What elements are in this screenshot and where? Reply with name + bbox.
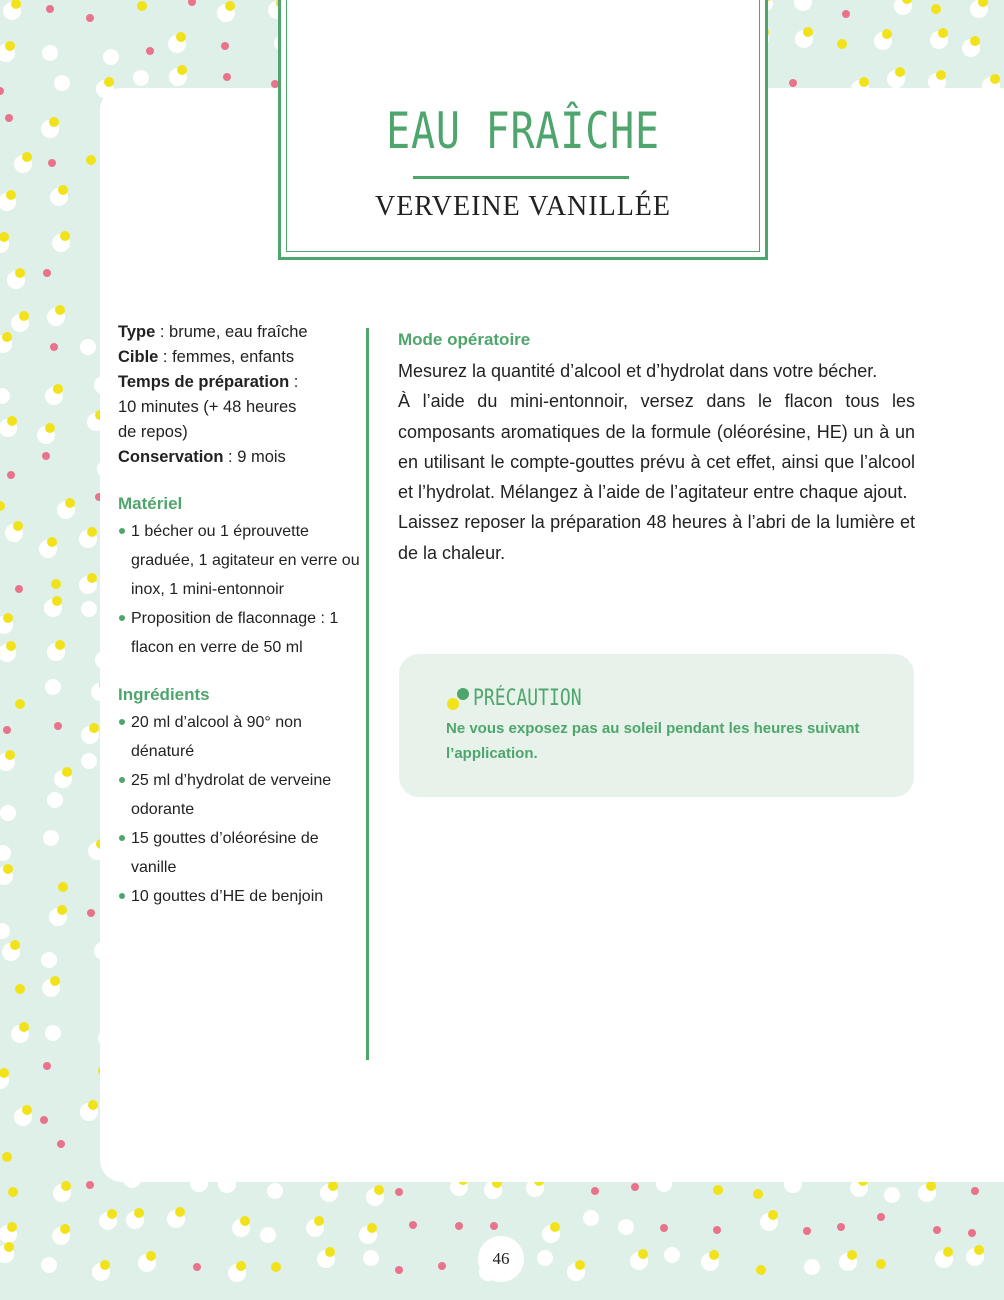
background-dot xyxy=(0,41,15,62)
background-dot xyxy=(41,117,59,138)
list-item: 25 ml d’hydrolat de verveine odorante xyxy=(118,766,363,824)
list-item: 1 bécher ou 1 éprouvette graduée, 1 agitateur en verre ou inox, 1 mini-entonnoir xyxy=(118,517,363,604)
background-dot xyxy=(41,1257,57,1273)
ingredients-list xyxy=(118,708,363,911)
background-dot xyxy=(126,1208,144,1229)
background-dot xyxy=(45,384,63,405)
background-dot xyxy=(366,1185,384,1206)
background-dot xyxy=(232,1216,250,1237)
background-dot xyxy=(80,1100,98,1121)
background-dot xyxy=(57,498,75,519)
background-dot xyxy=(583,1210,599,1226)
background-dot xyxy=(630,1249,648,1270)
background-dot xyxy=(40,1116,48,1124)
background-dot xyxy=(79,527,97,548)
instruction-paragraph: À l’aide du mini-entonnoir, versez dans le flacon tous les composants aromatiques de la formule (oléorésine, HE) un à un en utilisant le compte-gouttes prévu à cet effet, ainsi que l’alcool et l’hydrolat. Mélangez à l’aide de l’agitateur entre chaque ajout. xyxy=(398,391,915,503)
background-dot xyxy=(455,1222,463,1230)
background-dot xyxy=(15,585,23,593)
background-dot xyxy=(2,940,20,961)
background-dot xyxy=(37,423,55,444)
background-dot xyxy=(794,0,812,11)
background-dot xyxy=(47,305,65,326)
background-dot xyxy=(47,792,63,808)
background-dot xyxy=(3,0,21,20)
background-dot xyxy=(537,1250,553,1266)
background-dot xyxy=(260,1227,276,1243)
background-dot xyxy=(0,501,5,511)
background-dot xyxy=(41,952,57,968)
background-dot xyxy=(193,1263,201,1271)
list-item: 20 ml d’alcool à 90° non dénaturé xyxy=(118,708,363,766)
background-dot xyxy=(43,269,51,277)
background-dot xyxy=(971,1187,979,1195)
background-dot xyxy=(0,805,16,821)
background-dot xyxy=(753,1189,763,1199)
background-dot xyxy=(306,1216,324,1237)
background-dot xyxy=(0,923,10,939)
info-block xyxy=(118,320,363,470)
background-dot xyxy=(884,1187,900,1203)
background-dot xyxy=(138,1251,156,1272)
background-dot xyxy=(45,679,61,695)
background-dot xyxy=(7,471,15,479)
background-dot xyxy=(43,1062,51,1070)
background-dot xyxy=(877,1213,885,1221)
page-title: EAU FRAÎCHE xyxy=(386,102,660,160)
background-dot xyxy=(409,1221,417,1229)
background-dot xyxy=(0,232,9,253)
background-dot xyxy=(221,42,229,50)
background-dot xyxy=(0,1242,14,1263)
background-dot xyxy=(168,32,186,53)
mode-heading: Mode opératoire xyxy=(398,330,531,349)
background-dot xyxy=(52,1224,70,1245)
background-dot xyxy=(0,1222,17,1243)
title-divider xyxy=(413,176,629,179)
background-dot xyxy=(618,1219,634,1235)
background-dot xyxy=(930,28,948,49)
ingredients-heading: Ingrédients xyxy=(118,685,210,704)
background-dot xyxy=(320,1181,338,1202)
background-dot xyxy=(837,1223,845,1231)
background-dot xyxy=(664,1247,680,1263)
recipe-subtitle: VERVEINE VANILLÉE xyxy=(374,191,671,222)
background-dot xyxy=(99,1209,117,1230)
precaution-text: Ne vous exposez pas au soleil pendant les heures suivant l’application. xyxy=(446,720,860,762)
background-dot xyxy=(591,1187,599,1195)
background-dot xyxy=(86,1181,94,1189)
background-dot xyxy=(42,452,50,460)
dots-icon xyxy=(446,686,472,712)
info-line-type: Type : brume, eau fraîche xyxy=(118,323,308,341)
background-dot xyxy=(54,767,72,788)
materiel-heading: Matériel xyxy=(118,494,183,513)
background-dot xyxy=(271,1262,281,1272)
background-dot xyxy=(894,0,912,15)
background-dot xyxy=(795,27,813,48)
info-line-temps-value-2: de repos) xyxy=(118,423,188,441)
background-dot xyxy=(0,190,16,211)
background-dot xyxy=(48,159,56,167)
background-dot xyxy=(804,1259,820,1275)
background-dot xyxy=(54,722,62,730)
background-dot xyxy=(81,601,97,617)
background-dot xyxy=(935,1247,953,1268)
background-dot xyxy=(0,864,13,885)
column-divider xyxy=(366,328,369,1060)
background-dot xyxy=(713,1226,721,1234)
background-dot xyxy=(874,29,892,50)
info-line-temps-value: 10 minutes (+ 48 heures xyxy=(118,398,297,416)
background-dot xyxy=(887,67,905,88)
background-dot xyxy=(760,1210,778,1231)
background-dot xyxy=(317,1247,335,1268)
background-dot xyxy=(267,1183,283,1199)
background-dot xyxy=(169,65,187,86)
background-dot xyxy=(363,1250,379,1266)
background-dot xyxy=(837,39,847,49)
background-dot xyxy=(79,573,97,594)
background-dot xyxy=(49,905,67,926)
background-dot xyxy=(11,311,29,332)
background-dot xyxy=(45,1025,61,1041)
background-dot xyxy=(51,579,61,589)
background-dot xyxy=(970,0,988,18)
background-dot xyxy=(789,79,797,87)
background-dot xyxy=(918,1181,936,1202)
background-dot xyxy=(86,155,96,165)
background-dot xyxy=(839,1250,857,1271)
background-dot xyxy=(962,36,980,57)
background-dot xyxy=(87,909,95,917)
background-dot xyxy=(223,73,231,81)
background-dot xyxy=(3,726,11,734)
background-dot xyxy=(47,640,65,661)
background-dot xyxy=(81,723,99,744)
background-dot xyxy=(5,521,23,542)
background-dot xyxy=(8,1187,18,1197)
list-item: Proposition de flaconnage : 1 flacon en verre de 50 ml xyxy=(118,604,363,662)
background-dot xyxy=(933,1226,941,1234)
instruction-paragraph: Mesurez la quantité d’alcool et d’hydrolat dans votre bécher. xyxy=(398,361,878,381)
background-dot xyxy=(359,1223,377,1244)
background-dot xyxy=(968,1229,976,1237)
background-dot xyxy=(931,4,941,14)
background-dot xyxy=(137,1,147,11)
materiel-list xyxy=(118,517,363,662)
background-dot xyxy=(567,1260,585,1281)
list-item: 15 gouttes d’oléorésine de vanille xyxy=(118,824,363,882)
background-dot xyxy=(0,416,17,437)
precaution-title: PRÉCAUTION xyxy=(473,686,582,711)
recipe-details-column xyxy=(118,320,363,911)
background-dot xyxy=(701,1250,719,1271)
background-dot xyxy=(46,5,54,13)
background-dot xyxy=(146,47,154,55)
background-dot xyxy=(44,596,62,617)
page-number: 46 xyxy=(478,1236,524,1282)
background-dot xyxy=(50,343,58,351)
background-dot xyxy=(228,1261,246,1282)
background-dot xyxy=(966,1245,984,1266)
title-frame xyxy=(278,0,768,260)
background-dot xyxy=(631,1183,639,1191)
background-dot xyxy=(756,1265,766,1275)
background-dot xyxy=(2,1152,12,1162)
background-dot xyxy=(0,1068,9,1089)
background-dot xyxy=(50,185,68,206)
background-dot xyxy=(92,1260,110,1281)
background-dot xyxy=(58,882,68,892)
info-line-conservation: Conservation : 9 mois xyxy=(118,448,286,466)
background-dot xyxy=(0,87,4,95)
background-dot xyxy=(14,1105,32,1126)
background-dot xyxy=(103,49,119,65)
instructions-column xyxy=(398,326,915,568)
background-dot xyxy=(0,845,11,861)
background-dot xyxy=(395,1266,403,1274)
background-dot xyxy=(660,1224,668,1232)
background-dot xyxy=(54,75,70,91)
info-line-temps: Temps de préparation : xyxy=(118,373,299,391)
background-dot xyxy=(86,14,94,22)
background-dot xyxy=(7,268,25,289)
background-dot xyxy=(81,753,97,769)
info-line-cible: Cible : femmes, enfants xyxy=(118,348,295,366)
background-dot xyxy=(80,339,96,355)
background-dot xyxy=(713,1185,723,1195)
background-dot xyxy=(57,1140,65,1148)
background-dot xyxy=(0,750,15,771)
background-dot xyxy=(43,830,59,846)
background-dot xyxy=(395,1188,403,1196)
background-dot xyxy=(217,1,235,22)
instruction-paragraph: Laissez reposer la préparation 48 heures à l’abri de la lumière et de la chaleur. xyxy=(398,512,915,563)
background-dot xyxy=(803,1227,811,1235)
background-dot xyxy=(0,613,13,634)
background-dot xyxy=(5,114,13,122)
background-dot xyxy=(15,984,25,994)
background-dot xyxy=(15,699,25,709)
background-dot xyxy=(438,1262,446,1270)
background-dot xyxy=(188,0,196,6)
background-dot xyxy=(42,976,60,997)
list-item: 10 gouttes d’HE de benjoin xyxy=(118,882,363,911)
background-dot xyxy=(167,1207,185,1228)
background-dot xyxy=(0,641,16,662)
background-dot xyxy=(0,388,10,404)
background-dot xyxy=(42,45,58,61)
background-dot xyxy=(490,1222,498,1230)
background-dot xyxy=(53,1181,71,1202)
background-dot xyxy=(0,332,12,353)
background-dot xyxy=(876,1259,886,1269)
background-dot xyxy=(39,537,57,558)
background-dot xyxy=(542,1222,560,1243)
background-dot xyxy=(133,70,149,86)
background-dot xyxy=(52,231,70,252)
background-dot xyxy=(11,1022,29,1043)
background-dot xyxy=(14,152,32,173)
background-dot xyxy=(842,10,850,18)
